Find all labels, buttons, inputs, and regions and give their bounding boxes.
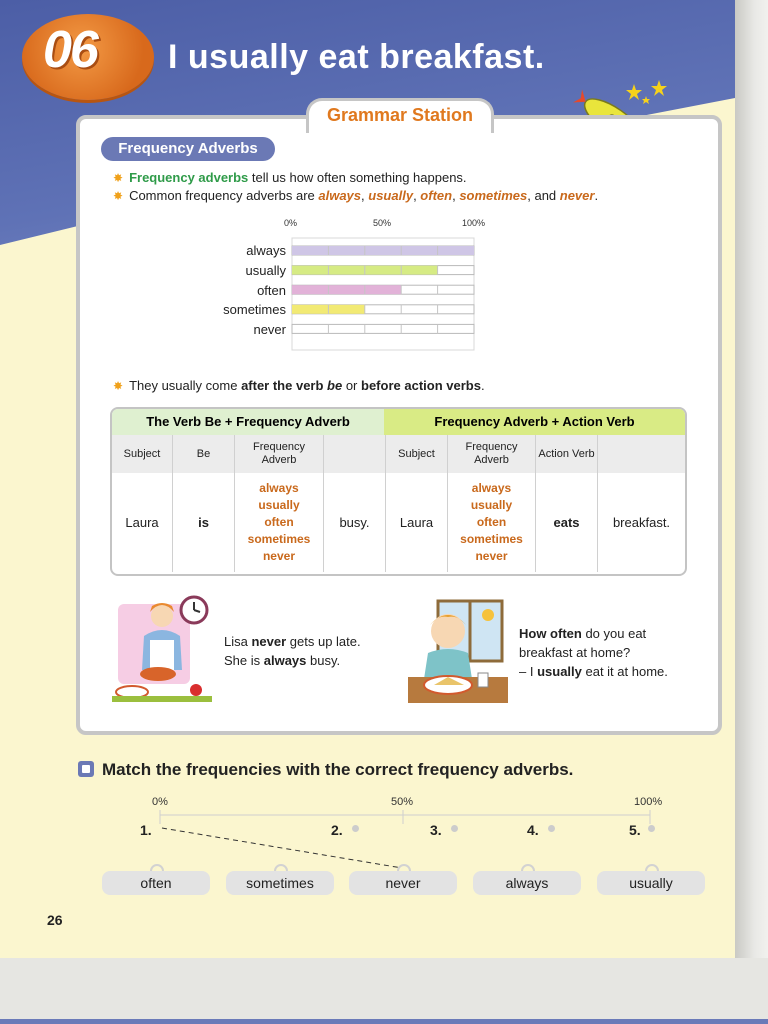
lesson-title: I usually eat breakfast.	[168, 38, 545, 76]
word-option-sometimes[interactable]: sometimes	[226, 871, 334, 895]
definition-text: tell us how often something happens.	[248, 170, 467, 185]
adverb-usually: usually	[368, 188, 414, 203]
bullet-position-rule	[113, 378, 485, 393]
bullet-common-adverbs	[113, 188, 598, 203]
caption-adverb: usually	[537, 664, 582, 679]
chart-tick-100: 100%	[462, 218, 486, 228]
bar-label-usually: usually	[245, 263, 286, 278]
boy-breakfast-illustration	[408, 597, 508, 703]
cell-subject-2: Laura	[386, 473, 448, 572]
exercise-number-3: 3.	[430, 822, 442, 838]
col-be: Be	[173, 435, 235, 473]
col-action-verb: Action Verb	[536, 435, 598, 473]
rule-after-verb: after the verb	[241, 378, 328, 393]
word-option-often[interactable]: often	[102, 871, 210, 895]
bar-track-never	[292, 324, 474, 333]
exercise-number-4: 4.	[527, 822, 539, 838]
comma: ,	[452, 188, 460, 203]
bar-often	[292, 285, 401, 294]
cell-adverbs-2	[448, 473, 536, 572]
rule-prefix: They usually come	[129, 378, 242, 393]
adverb-item: always	[471, 481, 512, 495]
grammar-station-title: Grammar Station	[326, 105, 474, 125]
page-gutter	[735, 0, 768, 960]
star-bullet-icon: ✸	[113, 379, 124, 393]
frequency-chart	[286, 232, 482, 352]
adverb-item: often	[264, 515, 294, 529]
common-prefix: Common frequency adverbs are	[129, 188, 319, 203]
adverb-item: never	[262, 549, 295, 563]
exercise-dot-5[interactable]	[648, 825, 655, 832]
cell-object: breakfast.	[612, 515, 671, 530]
col-blank-2	[598, 435, 685, 473]
table-header-be: The Verb Be + Frequency Adverb	[112, 409, 384, 435]
star-bullet-icon: ✸	[113, 189, 124, 203]
caption-text: Lisa	[224, 634, 252, 649]
caption-text: She is	[224, 653, 264, 668]
exercise-instruction	[78, 760, 573, 780]
cell-subject: Laura	[112, 473, 173, 572]
exercise-number-1: 1.	[140, 822, 152, 838]
period: .	[594, 188, 599, 203]
adverb-item: often	[476, 515, 507, 529]
col-frequency-adverb-2: Frequency Adverb	[448, 435, 536, 473]
bar-label-never: never	[253, 322, 286, 337]
bar-label-sometimes: sometimes	[223, 302, 286, 317]
exercise-instruction-text: Match the frequencies with the correct frequency adverbs.	[102, 760, 574, 779]
col-subject-2: Subject	[386, 435, 448, 473]
conjunction: , and	[527, 188, 560, 203]
scale-0: 0%	[152, 796, 168, 808]
scale-50: 50%	[391, 796, 414, 808]
exercise-number-5: 5.	[629, 822, 641, 838]
adverb-never: never	[559, 188, 595, 203]
col-blank	[324, 435, 386, 473]
exercise-number-2: 2.	[331, 822, 343, 838]
caption-text: busy.	[306, 653, 341, 668]
caption-question-phrase: How often	[519, 626, 582, 641]
chart-tick-50: 50%	[373, 218, 392, 228]
adverb-item: usually	[470, 498, 513, 512]
exercise-dot-2[interactable]	[352, 825, 359, 832]
caption-adverb: never	[251, 634, 287, 649]
adverb-item: never	[475, 549, 508, 563]
exercise-dot-4[interactable]	[548, 825, 555, 832]
bar-always	[292, 246, 474, 255]
adverb-always: always	[318, 188, 362, 203]
rule-or: or	[342, 378, 362, 393]
section-pill: Frequency Adverbs	[101, 137, 275, 161]
caption-text: eat it at home.	[581, 664, 668, 679]
period: .	[480, 378, 485, 393]
col-subject: Subject	[112, 435, 173, 473]
adverb-item: sometimes	[460, 532, 523, 546]
bar-label-often: often	[257, 283, 286, 298]
bar-label-always: always	[246, 243, 286, 258]
example-left-caption	[224, 632, 361, 670]
adverb-item: sometimes	[247, 532, 311, 546]
caption-adverb: always	[263, 653, 307, 668]
exercise-dot-3[interactable]	[451, 825, 458, 832]
page-number: 26	[47, 912, 63, 928]
bottom-page-edge	[0, 958, 768, 1024]
adverb-sometimes: sometimes	[459, 188, 528, 203]
bullet-definition	[113, 170, 467, 185]
caption-text: do you eat	[581, 626, 647, 641]
term-frequency-adverbs: Frequency adverbs	[129, 170, 249, 185]
cooking-girl-illustration	[112, 594, 212, 702]
star-bullet-icon: ✸	[113, 171, 124, 185]
cell-action-verb: eats	[536, 473, 598, 572]
grammar-station-tab	[306, 98, 494, 133]
word-option-never[interactable]: never	[349, 871, 457, 895]
cell-be: is	[173, 473, 235, 572]
example-right-caption	[519, 624, 668, 681]
caption-text: breakfast at home?	[519, 645, 631, 660]
exercise-icon	[78, 761, 94, 777]
caption-text: – I	[519, 664, 538, 679]
adverb-item: usually	[258, 498, 300, 512]
rule-be: be	[327, 378, 343, 393]
word-option-always[interactable]: always	[473, 871, 581, 895]
scale-100: 100%	[634, 796, 663, 808]
adverb-often: often	[420, 188, 453, 203]
word-option-usually[interactable]: usually	[597, 871, 705, 895]
adverb-item: always	[259, 481, 299, 495]
table-header-action: Frequency Adverb + Action Verb	[384, 409, 685, 435]
exercise-scale-lines	[150, 808, 660, 872]
unit-number: 06	[43, 21, 97, 79]
comma: ,	[361, 188, 369, 203]
col-frequency-adverb: Frequency Adverb	[235, 435, 324, 473]
grammar-table	[110, 407, 687, 576]
comma: ,	[413, 188, 421, 203]
cell-adverbs	[235, 473, 324, 572]
cell-complement: busy.	[324, 473, 386, 572]
chart-tick-0: 0%	[284, 218, 298, 228]
rule-before-action-verbs: before action verbs	[361, 378, 481, 393]
caption-text: gets up late.	[286, 634, 361, 649]
